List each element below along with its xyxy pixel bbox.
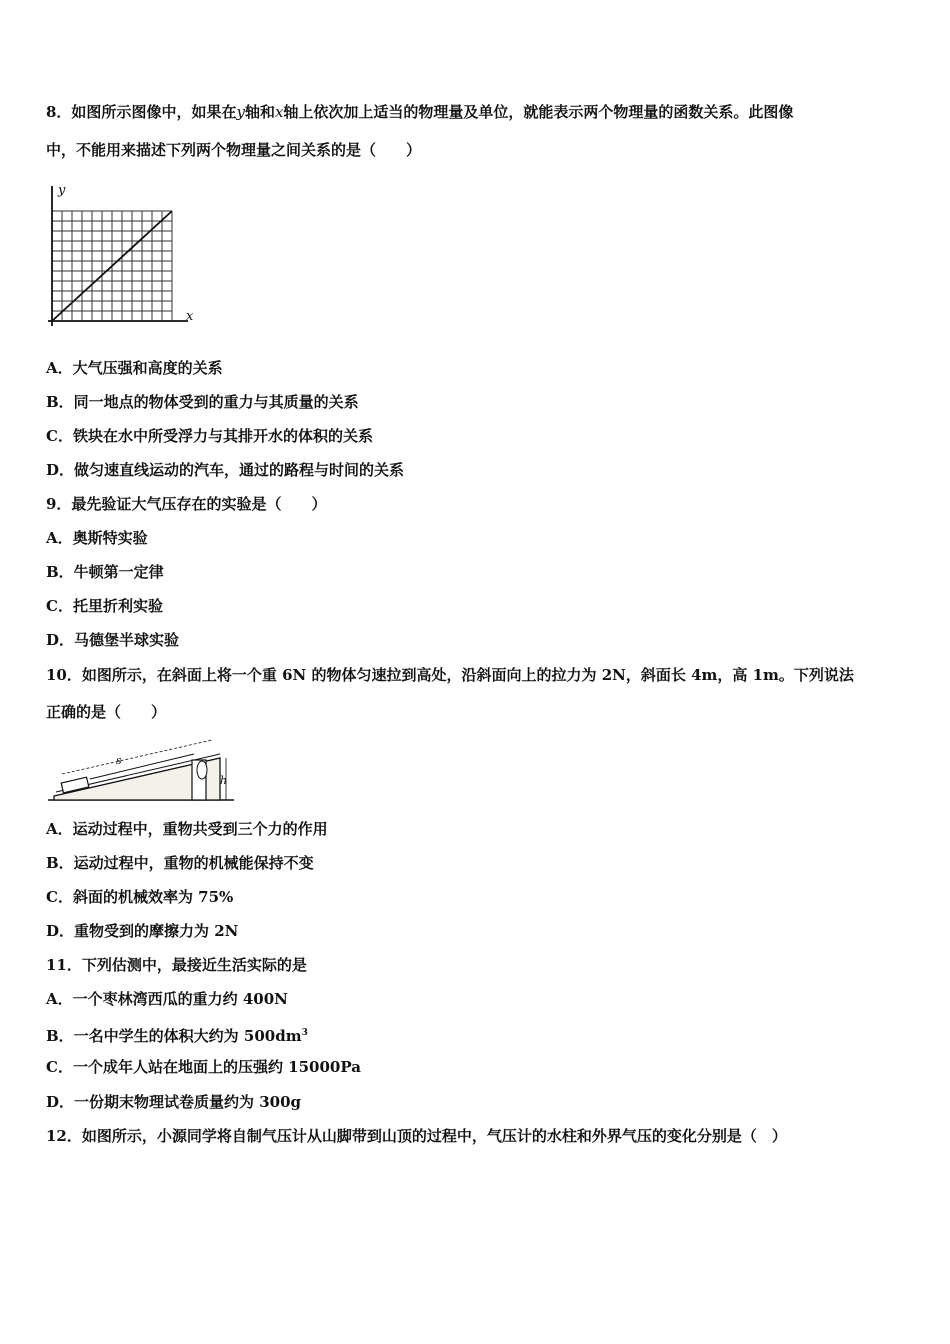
- q10-option-b: B．运动过程中，重物的机械能保持不变: [46, 854, 314, 872]
- q8-option-d: D．做匀速直线运动的汽车，通过的路程与时间的关系: [46, 461, 405, 479]
- q9-option-a: A．奥斯特实验: [46, 529, 148, 547]
- q10-incline-figure: [44, 736, 244, 806]
- q11-stem: 11．下列估测中，最接近生活实际的是: [46, 956, 307, 974]
- q8-text-c: 轴上依次加上适当的物理量及单位，就能表示两个物理量的函数关系。此图像: [283, 103, 794, 121]
- q10-s-label: s: [116, 754, 122, 767]
- q8-text-b: 轴和: [244, 103, 275, 121]
- q10-stem-line2: 正确的是（ ）: [46, 703, 167, 721]
- q10-stem-line1: 10．如图所示，在斜面上将一个重 6N 的物体匀速拉到高处，沿斜面向上的拉力为 2N，斜面长 4m，高 1m。下列说法: [46, 666, 854, 684]
- q10-option-a: A．运动过程中，重物共受到三个力的作用: [46, 820, 328, 838]
- q8-option-b: B．同一地点的物体受到的重力与其质量的关系: [46, 393, 359, 411]
- q9-option-d: D．马德堡半球实验: [46, 631, 180, 649]
- q11-option-c: C．一个成年人站在地面上的压强约 15000Pa: [46, 1058, 361, 1076]
- q8-graph: [40, 180, 210, 335]
- q11-option-a: A．一个枣林湾西瓜的重力约 400N: [46, 990, 288, 1008]
- q10-h-label: h: [220, 774, 228, 787]
- q11-option-b: [46, 1023, 308, 1046]
- q8-x-var: x: [274, 103, 284, 121]
- q10-option-d: D．重物受到的摩擦力为 2N: [46, 922, 239, 940]
- q8-stem-line1: [46, 102, 793, 122]
- q11-option-d: D．一份期末物理试卷质量约为 300g: [46, 1093, 302, 1111]
- q9-option-b: B．牛顿第一定律: [46, 563, 164, 581]
- q8-text-a: 8．如图所示图像中，如果在: [46, 103, 237, 121]
- q9-option-c: C．托里折利实验: [46, 597, 163, 615]
- q8-stem-line2: 中，不能用来描述下列两个物理量之间关系的是（ ）: [46, 141, 422, 159]
- q12-stem: 12．如图所示，小源同学将自制气压计从山脚带到山顶的过程中，气压计的水柱和外界气压的变化分别是（ ）: [46, 1127, 787, 1145]
- q10-option-c: C．斜面的机械效率为 75%: [46, 888, 234, 906]
- q10-pulley: [197, 761, 207, 779]
- q11-option-b-text: B．一名中学生的体积大约为 500dm: [46, 1027, 302, 1045]
- q8-x-label: x: [186, 309, 194, 324]
- q8-y-label: y: [58, 183, 66, 198]
- q11-option-b-superscript: 3: [301, 1028, 308, 1038]
- q9-stem: 9．最先验证大气压存在的实验是（ ）: [46, 495, 327, 513]
- q8-option-a: A．大气压强和高度的关系: [46, 359, 223, 377]
- q8-y-var: y: [236, 103, 245, 121]
- q8-option-c: C．铁块在水中所受浮力与其排开水的体积的关系: [46, 427, 373, 445]
